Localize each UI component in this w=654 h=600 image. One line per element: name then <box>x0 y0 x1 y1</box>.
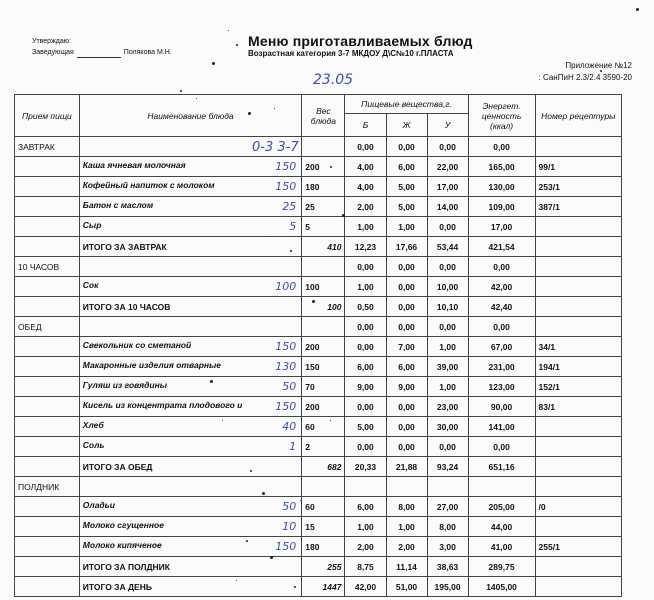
recipe-cell <box>535 477 621 497</box>
header-zh: Ж <box>386 114 427 137</box>
handwritten-portion: 150 <box>275 400 297 413</box>
ink-speck <box>290 250 292 252</box>
recipe-cell <box>535 217 621 237</box>
dish-name <box>79 417 301 437</box>
carb-cell: 27,00 <box>427 497 468 517</box>
meal-cell <box>15 537 80 557</box>
dish-name <box>79 517 301 537</box>
meal-cell <box>15 457 80 477</box>
handwritten-age: 0-3 3-7 <box>252 140 299 155</box>
recipe-cell: /0 <box>535 497 621 517</box>
meal-cell <box>15 397 80 417</box>
ink-speck <box>236 44 238 46</box>
name-cell <box>79 257 301 277</box>
ink-speck <box>274 108 275 109</box>
meal-row <box>15 477 622 497</box>
weight-cell: 682 <box>302 457 345 477</box>
dish-name <box>79 357 301 377</box>
table-row <box>15 337 622 357</box>
dish-name <box>79 437 301 457</box>
weight-cell: 60 <box>302 497 345 517</box>
weight-cell: 2 <box>302 437 345 457</box>
dish-name-label: Батон с маслом <box>82 200 154 210</box>
total-row <box>15 457 622 477</box>
meal-cell <box>15 497 80 517</box>
ink-speck <box>262 492 265 495</box>
protein-cell: 4,00 <box>345 157 386 177</box>
appendix-number: Приложение №12 <box>565 61 632 70</box>
recipe-cell <box>535 577 621 597</box>
header-nutrients: Пищевые вещества,г. <box>345 95 468 114</box>
appendix-block <box>539 60 632 84</box>
weight-cell: 100 <box>302 297 345 317</box>
meal-cell <box>15 237 80 257</box>
meal-cell <box>15 417 80 437</box>
handwritten-portion: 50 <box>282 380 297 393</box>
dish-name-label: Молоко сгущенное <box>82 520 164 530</box>
carb-cell: 22,00 <box>427 157 468 177</box>
carb-cell: 14,00 <box>427 197 468 217</box>
carb-cell: 23,00 <box>427 397 468 417</box>
total-name: ИТОГО ЗА 10 ЧАСОВ <box>79 297 301 317</box>
meal-cell: ЗАВТРАК <box>15 137 80 157</box>
total-name: ИТОГО ЗА ДЕНЬ <box>79 577 301 597</box>
handwritten-portion: 130 <box>275 360 297 373</box>
handwritten-portion: 5 <box>289 220 297 233</box>
table-row <box>15 197 622 217</box>
protein-cell: 0,00 <box>345 317 386 337</box>
energy-cell: 109,00 <box>468 197 535 217</box>
ink-speck <box>250 470 252 472</box>
protein-cell: 0,00 <box>345 337 386 357</box>
total-row <box>15 557 622 577</box>
total-name: ИТОГО ЗА ПОЛДНИК <box>79 557 301 577</box>
table-row <box>15 417 622 437</box>
dish-name-label: Соль <box>82 440 105 450</box>
dish-name-label: Гуляш из говядины <box>82 380 168 390</box>
carb-cell: 1,00 <box>427 337 468 357</box>
energy-cell: 42,40 <box>468 297 535 317</box>
recipe-cell <box>535 237 621 257</box>
fat-cell: 1,00 <box>386 217 427 237</box>
ink-speck <box>246 540 248 542</box>
meal-cell: ОБЕД <box>15 317 80 337</box>
ink-speck <box>600 70 602 72</box>
carb-cell: 195,00 <box>427 577 468 597</box>
recipe-cell: 99/1 <box>535 157 621 177</box>
fat-cell: 2,00 <box>386 537 427 557</box>
dish-name <box>79 537 301 557</box>
fat-cell: 7,00 <box>386 337 427 357</box>
carb-cell: 3,00 <box>427 537 468 557</box>
ink-speck <box>294 586 296 588</box>
handwritten-portion: 150 <box>275 340 297 353</box>
carb-cell: 53,44 <box>427 237 468 257</box>
fat-cell: 9,00 <box>386 377 427 397</box>
fat-cell: 17,66 <box>386 237 427 257</box>
meal-cell <box>15 577 80 597</box>
fat-cell: 8,00 <box>386 497 427 517</box>
dish-name <box>79 157 301 177</box>
total-name: ИТОГО ЗА ЗАВТРАК <box>79 237 301 257</box>
handwritten-portion: 25 <box>282 200 297 213</box>
meal-cell <box>15 437 80 457</box>
recipe-cell <box>535 297 621 317</box>
dish-name-label: Свекольник со сметаной <box>82 340 192 350</box>
protein-cell: 0,00 <box>345 397 386 417</box>
fat-cell: 0,00 <box>386 317 427 337</box>
weight-cell <box>302 317 345 337</box>
energy-cell: 289,75 <box>468 557 535 577</box>
energy-cell: 231,00 <box>468 357 535 377</box>
protein-cell: 1,00 <box>345 217 386 237</box>
energy-cell: 41,00 <box>468 537 535 557</box>
protein-cell <box>345 477 386 497</box>
recipe-cell <box>535 317 621 337</box>
carb-cell: 10,00 <box>427 277 468 297</box>
protein-cell: 2,00 <box>345 537 386 557</box>
meal-row <box>15 257 622 277</box>
menu-table <box>14 94 622 597</box>
meal-row <box>15 137 622 157</box>
meal-row <box>15 317 622 337</box>
protein-cell: 42,00 <box>345 577 386 597</box>
recipe-cell: 83/1 <box>535 397 621 417</box>
weight-cell: 410 <box>302 237 345 257</box>
handwritten-portion: 150 <box>275 180 297 193</box>
carb-cell: 38,63 <box>427 557 468 577</box>
protein-cell: 20,33 <box>345 457 386 477</box>
meal-cell <box>15 177 80 197</box>
recipe-cell: 152/1 <box>535 377 621 397</box>
energy-cell: 421,54 <box>468 237 535 257</box>
protein-cell: 0,00 <box>345 137 386 157</box>
fat-cell: 11,14 <box>386 557 427 577</box>
table-row <box>15 157 622 177</box>
ink-speck <box>330 166 332 168</box>
recipe-cell <box>535 437 621 457</box>
carb-cell: 0,00 <box>427 317 468 337</box>
dish-name <box>79 377 301 397</box>
weight-cell: 60 <box>302 417 345 437</box>
dish-name-label: Кофейный напиток с молоком <box>82 180 215 190</box>
header-meal: Прием пищи <box>15 95 80 137</box>
protein-cell: 5,00 <box>345 417 386 437</box>
handwritten-portion: 150 <box>275 160 297 173</box>
appendix-norm: : СанПиН 2.3/2.4 3590-20 <box>538 73 632 82</box>
weight-cell: 5 <box>302 217 345 237</box>
page-subtitle: Возрастная категория 3-7 МКДОУ Д\С№10 г.ПЛАСТА <box>248 49 454 58</box>
approval-block <box>32 36 172 58</box>
header-u: У <box>427 114 468 137</box>
protein-cell: 1,00 <box>345 277 386 297</box>
weight-cell: 100 <box>302 277 345 297</box>
handwritten-portion: 10 <box>282 520 297 533</box>
protein-cell: 0,50 <box>345 297 386 317</box>
recipe-cell: 387/1 <box>535 197 621 217</box>
ink-speck <box>248 112 251 115</box>
carb-cell: 39,00 <box>427 357 468 377</box>
energy-cell: 44,00 <box>468 517 535 537</box>
weight-cell: 70 <box>302 377 345 397</box>
dish-name <box>79 277 301 297</box>
meal-cell <box>15 217 80 237</box>
protein-cell: 4,00 <box>345 177 386 197</box>
table-row <box>15 517 622 537</box>
header-weight: Вес блюда <box>302 95 345 137</box>
table-row <box>15 537 622 557</box>
table-row <box>15 357 622 377</box>
weight-cell: 200 <box>302 397 345 417</box>
meal-cell <box>15 197 80 217</box>
handwritten-portion: 100 <box>275 280 297 293</box>
fat-cell: 0,00 <box>386 437 427 457</box>
total-row <box>15 297 622 317</box>
handwritten-portion: 50 <box>282 500 297 513</box>
fat-cell: 5,00 <box>386 177 427 197</box>
name-cell <box>79 317 301 337</box>
fat-cell: 6,00 <box>386 157 427 177</box>
recipe-cell <box>535 457 621 477</box>
protein-cell: 8,75 <box>345 557 386 577</box>
energy-cell: 205,00 <box>468 497 535 517</box>
ink-speck <box>636 8 639 11</box>
ink-speck <box>212 62 215 65</box>
recipe-cell: 253/1 <box>535 177 621 197</box>
dish-name <box>79 197 301 217</box>
weight-cell <box>302 137 345 157</box>
fat-cell: 0,00 <box>386 277 427 297</box>
fat-cell: 0,00 <box>386 257 427 277</box>
table-row <box>15 397 622 417</box>
header-b: Б <box>345 114 386 137</box>
carb-cell <box>427 477 468 497</box>
weight-cell: 25 <box>302 197 345 217</box>
table-row <box>15 177 622 197</box>
table-row <box>15 497 622 517</box>
fat-cell: 0,00 <box>386 297 427 317</box>
weight-cell: 15 <box>302 517 345 537</box>
energy-cell <box>468 477 535 497</box>
energy-cell: 0,00 <box>468 317 535 337</box>
meal-cell <box>15 557 80 577</box>
ink-speck <box>180 90 182 92</box>
carb-cell: 1,00 <box>427 377 468 397</box>
meal-cell: 10 ЧАСОВ <box>15 257 80 277</box>
name-cell <box>79 477 301 497</box>
dish-name <box>79 397 301 417</box>
dish-name-label: Кисель из концентрата плодового и <box>82 400 243 410</box>
carb-cell: 0,00 <box>427 437 468 457</box>
energy-cell: 1405,00 <box>468 577 535 597</box>
fat-cell: 0,00 <box>386 417 427 437</box>
meal-cell <box>15 337 80 357</box>
ink-speck <box>236 580 237 581</box>
recipe-cell <box>535 557 621 577</box>
carb-cell: 0,00 <box>427 217 468 237</box>
energy-cell: 0,00 <box>468 137 535 157</box>
ink-speck <box>270 236 271 237</box>
header-recipe: Номер рецептуры <box>535 95 621 137</box>
weight-cell: 255 <box>302 557 345 577</box>
dish-name <box>79 217 301 237</box>
fat-cell: 5,00 <box>386 197 427 217</box>
approve-label: Утверждаю: <box>32 38 71 45</box>
dish-name-label: Сок <box>82 280 99 290</box>
dish-name-label: Каша ячневая молочная <box>82 160 186 170</box>
table-row <box>15 277 622 297</box>
protein-cell: 6,00 <box>345 357 386 377</box>
recipe-cell: 34/1 <box>535 337 621 357</box>
energy-cell: 141,00 <box>468 417 535 437</box>
recipe-cell <box>535 257 621 277</box>
weight-cell: 200 <box>302 157 345 177</box>
table-row <box>15 217 622 237</box>
weight-cell: 1447 <box>302 577 345 597</box>
energy-cell: 42,00 <box>468 277 535 297</box>
meal-cell <box>15 357 80 377</box>
energy-cell: 123,00 <box>468 377 535 397</box>
carb-cell: 8,00 <box>427 517 468 537</box>
meal-cell <box>15 517 80 537</box>
weight-cell <box>302 257 345 277</box>
dish-name-label: Молоко кипяченое <box>82 540 162 550</box>
fat-cell: 21,88 <box>386 457 427 477</box>
fat-cell: 51,00 <box>386 577 427 597</box>
weight-cell <box>302 477 345 497</box>
ink-speck <box>342 214 345 217</box>
fat-cell: 1,00 <box>386 517 427 537</box>
carb-cell: 0,00 <box>427 137 468 157</box>
energy-cell: 0,00 <box>468 257 535 277</box>
name-cell <box>79 137 301 157</box>
meal-cell <box>15 297 80 317</box>
dish-name-label: Макаронные изделия отварные <box>82 360 222 370</box>
ink-speck <box>330 420 331 421</box>
fat-cell <box>386 477 427 497</box>
carb-cell: 30,00 <box>427 417 468 437</box>
menu-table-body <box>15 137 622 597</box>
dish-name <box>79 177 301 197</box>
protein-cell: 9,00 <box>345 377 386 397</box>
energy-cell: 90,00 <box>468 397 535 417</box>
energy-cell: 165,00 <box>468 157 535 177</box>
carb-cell: 0,00 <box>427 257 468 277</box>
weight-cell: 180 <box>302 177 345 197</box>
protein-cell: 2,00 <box>345 197 386 217</box>
ink-speck <box>312 300 315 303</box>
fat-cell: 0,00 <box>386 137 427 157</box>
dish-name-label: Сыр <box>82 220 102 230</box>
fat-cell: 0,00 <box>386 397 427 417</box>
energy-cell: 130,00 <box>468 177 535 197</box>
dish-name <box>79 497 301 517</box>
total-row <box>15 237 622 257</box>
recipe-cell <box>535 277 621 297</box>
handwritten-portion: 150 <box>275 540 297 553</box>
page-title: Меню приготавливаемых блюд <box>248 33 473 49</box>
carb-cell: 93,24 <box>427 457 468 477</box>
ink-speck <box>222 420 223 421</box>
ink-speck <box>300 500 301 501</box>
recipe-cell <box>535 137 621 157</box>
protein-cell: 1,00 <box>345 517 386 537</box>
meal-cell <box>15 157 80 177</box>
weight-cell: 180 <box>302 537 345 557</box>
table-row <box>15 377 622 397</box>
approve-signature-line <box>32 47 172 58</box>
energy-cell: 67,00 <box>468 337 535 357</box>
dish-name-label: Хлеб <box>82 420 104 430</box>
meal-cell <box>15 277 80 297</box>
recipe-cell: 194/1 <box>535 357 621 377</box>
header-name: Наименование блюда <box>79 95 301 137</box>
meal-cell <box>15 377 80 397</box>
energy-cell: 17,00 <box>468 217 535 237</box>
approve-role: Заведующая <box>32 49 74 56</box>
protein-cell: 0,00 <box>345 437 386 457</box>
header-energy: Энергет. ценность (ккал) <box>468 95 535 137</box>
fat-cell: 6,00 <box>386 357 427 377</box>
recipe-cell: 255/1 <box>535 537 621 557</box>
weight-cell: 150 <box>302 357 345 377</box>
approve-person: Полякова М.Н. <box>123 49 172 56</box>
energy-cell: 0,00 <box>468 437 535 457</box>
signature-underline <box>77 57 121 58</box>
carb-cell: 10,10 <box>427 297 468 317</box>
protein-cell: 6,00 <box>345 497 386 517</box>
recipe-cell <box>535 417 621 437</box>
ink-speck <box>210 380 213 383</box>
meal-cell: ПОЛДНИК <box>15 477 80 497</box>
dish-name-label: Оладьи <box>82 500 115 510</box>
total-name: ИТОГО ЗА ОБЕД <box>79 457 301 477</box>
recipe-cell <box>535 517 621 537</box>
table-row <box>15 437 622 457</box>
ink-speck <box>270 556 273 559</box>
handwritten-date: 23.05 <box>313 72 354 88</box>
weight-cell: 200 <box>302 337 345 357</box>
dish-name <box>79 337 301 357</box>
protein-cell: 12,23 <box>345 237 386 257</box>
handwritten-portion: 1 <box>289 440 297 453</box>
carb-cell: 17,00 <box>427 177 468 197</box>
handwritten-portion: 40 <box>282 420 297 433</box>
ink-speck <box>196 98 197 99</box>
protein-cell: 0,00 <box>345 257 386 277</box>
ink-speck <box>228 30 229 31</box>
total-row <box>15 577 622 597</box>
energy-cell: 651,16 <box>468 457 535 477</box>
